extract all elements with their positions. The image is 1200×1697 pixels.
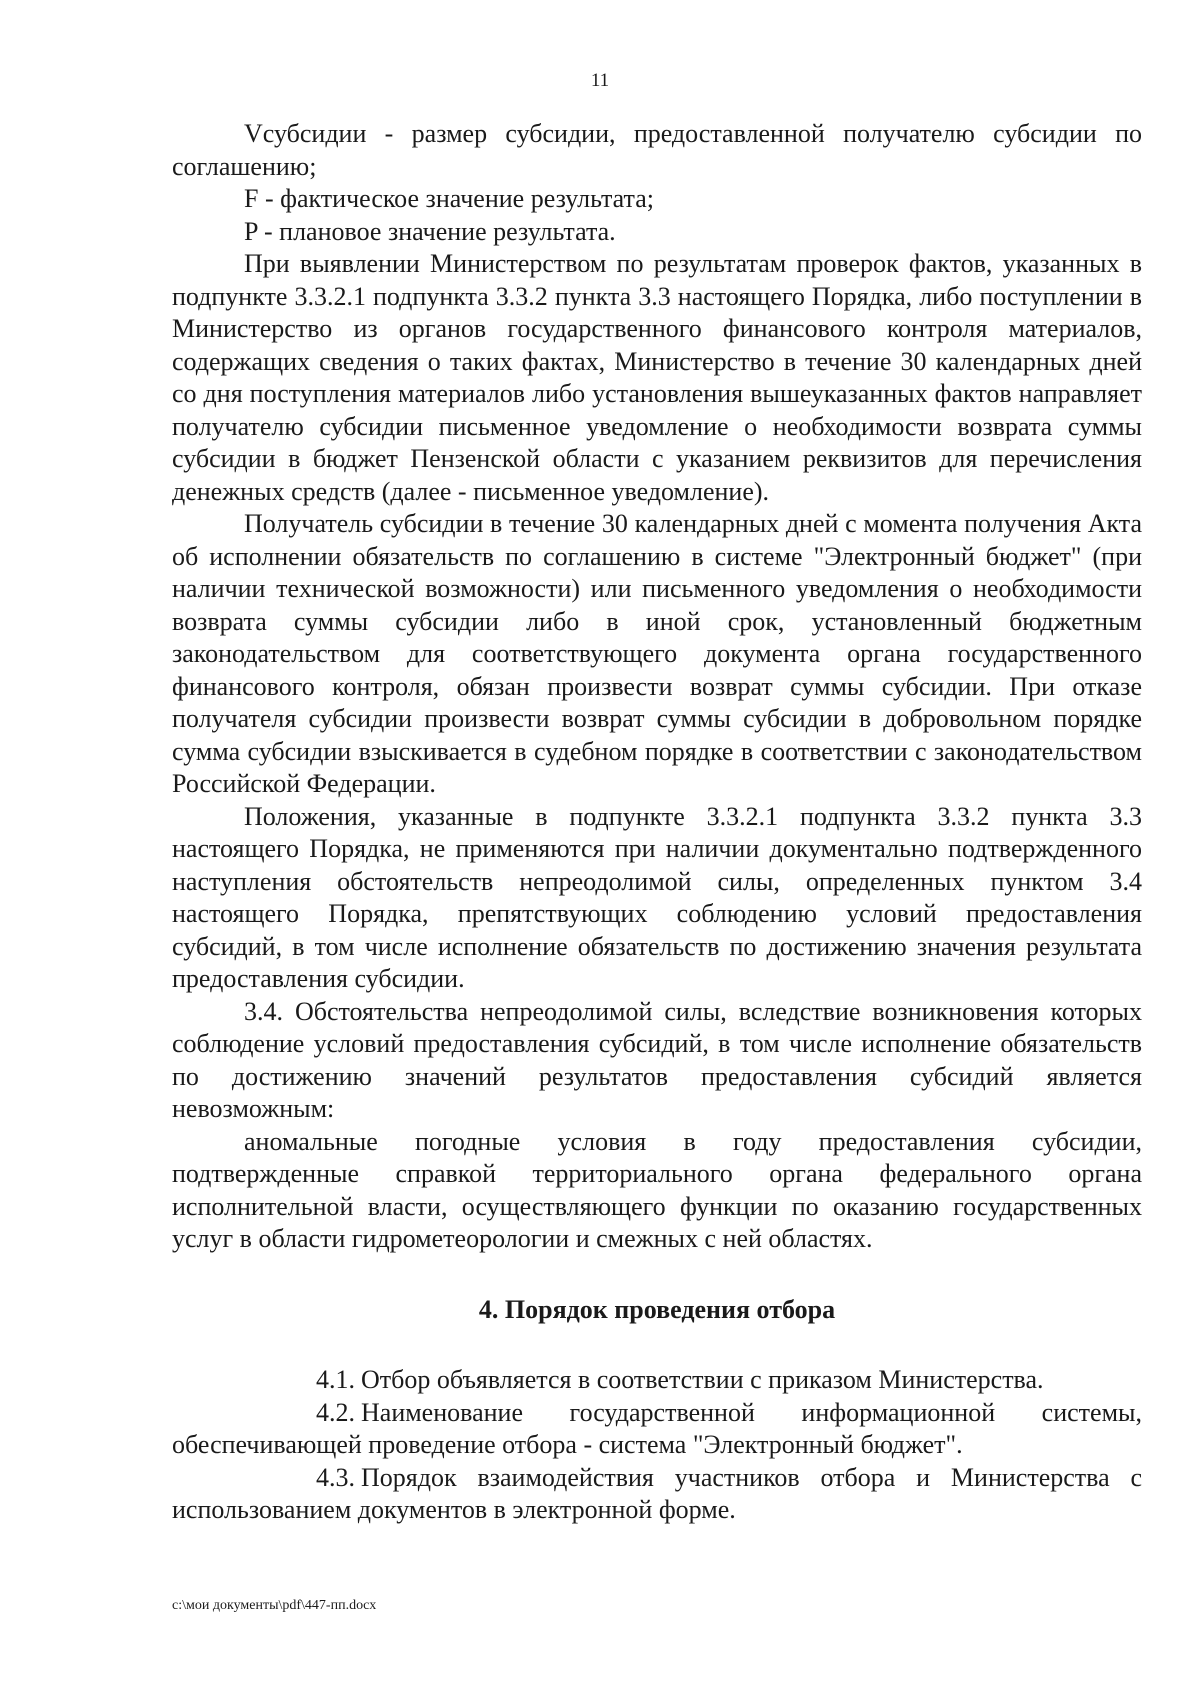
paragraph-text: Наименование государственной информационной системы, обеспечивающей проведение отбора - система "Электронный бюджет". bbox=[172, 1397, 1142, 1459]
paragraph: Получатель субсидии в течение 30 календарных дней с момента получения Акта об исполнении обязательств по соглашению в системе "Электронный бюджет" (при наличии технической возможности) или письменного уведомления о необходимости возврата суммы субсидии либо в иной срок, установленный бюджетным законодательством для соответствующего документа органа государственного финансового контроля, обязан произвести возврат суммы субсидии. При отказе получателя субсидии произвести возврат суммы субсидии в добровольном порядке сумма субсидии взыскивается в судебном порядке в соответствии с законодательством Российской Федерации. bbox=[172, 509, 1142, 798]
footer-file-path: c:\мои документы\pdf\447-пп.docx bbox=[172, 1598, 377, 1613]
numbered-paragraph bbox=[172, 1397, 1142, 1462]
paragraph-text: Порядок взаимодействия участников отбора и Министерства с использованием документов в электронной форме. bbox=[172, 1462, 1142, 1524]
paragraph: При выявлении Министерством по результатам проверок фактов, указанных в подпункте 3.3.2.1 подпункта 3.3.2 пункта 3.3 настоящего Порядка, либо поступлении в Министерство из органов государственного финансового контроля материалов, содержащих сведения о таких фактах, Министерство в течение 30 календарных дней со дня поступления материалов либо установления вышеуказанных фактов направляет получателю субсидии письменное уведомление о необходимости возврата суммы субсидии в бюджет Пензенской области с указанием реквизитов для перечисления денежных средств (далее - письменное уведомление). bbox=[172, 249, 1142, 506]
paragraph: 3.4. Обстоятельства непреодолимой силы, вследствие возникновения которых соблюдение условий предоставления субсидий, в том числе исполнение обязательств по достижению значений результатов предоставления субсидий является невозможным: bbox=[172, 996, 1142, 1123]
paragraph-text: Отбор объявляется в соответствии с приказом Министерства. bbox=[361, 1365, 1044, 1394]
paragraph-number: 4.1. bbox=[316, 1365, 355, 1394]
document-body bbox=[172, 118, 1142, 1527]
numbered-paragraph bbox=[172, 1364, 1142, 1397]
numbered-paragraph bbox=[172, 1462, 1142, 1527]
paragraph-number: 4.3. bbox=[316, 1462, 355, 1492]
paragraph: Vсубсидии - размер субсидии, предоставленной получателю субсидии по соглашению; bbox=[172, 119, 1142, 181]
section-heading: 4. Порядок проведения отбора bbox=[478, 1294, 836, 1324]
paragraph: Положения, указанные в подпункте 3.3.2.1 подпункта 3.3.2 пункта 3.3 настоящего Порядка, не применяются при наличии документально подтвержденного наступления обстоятельств непреодолимой силы, определенных пунктом 3.4 настоящего Порядка, препятствующих соблюдению условий предоставления субсидий, в том числе исполнение обязательств по достижению значения результата предоставления субсидии. bbox=[172, 801, 1142, 993]
page-number: 11 bbox=[590, 70, 610, 91]
paragraph: F - фактическое значение результата; bbox=[244, 184, 654, 213]
paragraph: P - плановое значение результата. bbox=[244, 216, 616, 246]
paragraph-number: 4.2. bbox=[316, 1397, 355, 1427]
paragraph: аномальные погодные условия в году предоставления субсидии, подтвержденные справкой территориального органа федерального органа исполнительной власти, осуществляющего функции по оказанию государственных услуг в области гидрометеорологии и смежных с ней областях. bbox=[172, 1126, 1142, 1253]
